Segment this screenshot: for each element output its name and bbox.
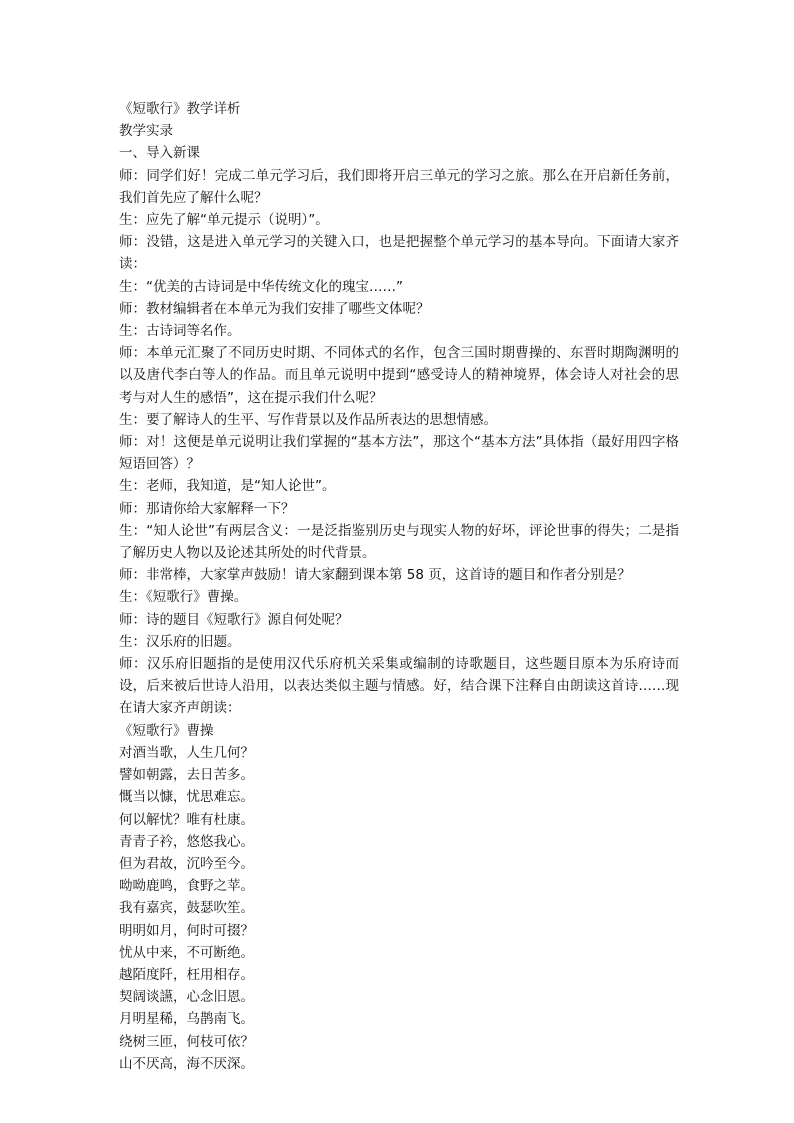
poem-title: 《短歌行》曹操: [119, 722, 214, 739]
poem-line: 越陌度阡，枉用相存。: [119, 966, 254, 983]
poem-line: 呦呦鹿鸣，食野之苹。: [119, 878, 254, 895]
poem-line: 譬如朝露，去日苦多。: [119, 767, 254, 784]
poem-line: 绕树三匝，何枝可依？: [119, 1033, 254, 1050]
poem-line: 何以解忧？唯有杜康。: [119, 811, 254, 828]
poem-line: 月明星稀，乌鹊南飞。: [119, 1011, 254, 1028]
dialogue-paragraph: 生：“优美的古诗词是中华传统文化的瑰宝……”: [119, 278, 403, 295]
poem-line: 慨当以慷，忧思难忘。: [119, 789, 254, 806]
dialogue-paragraph: 师：同学们好！完成二单元学习后，我们即将开启三单元的学习之旅。那么在开启新任务前，我们首先应了解什么呢？: [119, 167, 679, 206]
dialogue-paragraph: 生：《短歌行》曹操。: [119, 589, 248, 606]
subsection-heading: 一、导入新课: [119, 145, 200, 162]
dialogue-paragraph: 师：对！这便是单元说明让我们掌握的“基本方法”，那这个“基本方法”具体指（最好用四字格短语回答）？: [119, 434, 679, 473]
dialogue-paragraph: 师：教材编辑者在本单元为我们安排了哪些文体呢？: [119, 300, 430, 317]
poem-line: 山不厌高，海不厌深。: [119, 1055, 254, 1072]
document-page: [119, 98, 679, 1075]
poem-line: 契阔谈讌，心念旧恩。: [119, 989, 254, 1006]
dialogue-paragraph: 师：没错，这是进入单元学习的关键入口，也是把握整个单元学习的基本导向。下面请大家齐读：: [119, 234, 679, 273]
poem-line: 对酒当歌，人生几何？: [119, 744, 254, 761]
dialogue-paragraph: 生：“知人论世”有两层含义：一是泛指鉴别历史与现实人物的好坏，评论世事的得失；二是指了解历史人物以及论述其所处的时代背景。: [119, 522, 679, 562]
dialogue-paragraph: 生：汉乐府的旧题。: [119, 633, 241, 650]
dialogue-paragraph: 生：应先了解“单元提示（说明）”。: [119, 212, 329, 229]
dialogue-paragraph: 生：古诗词等名作。: [119, 323, 241, 340]
dialogue-paragraph: 师：非常棒，大家掌声鼓励！请大家翻到课本第 58 页，这首诗的题目和作者分别是？: [119, 567, 631, 584]
dialogue-paragraph: 师：那请你给大家解释一下？: [119, 500, 295, 517]
poem-line: 我有嘉宾，鼓瑟吹笙。: [119, 900, 254, 917]
dialogue-paragraph: 师：本单元汇聚了不同历史时期、不同体式的名作，包含三国时期曹操的、东晋时期陶渊明的以及唐代李白等人的作品。而且单元说明中提到“感受诗人的精神境界，体会诗人对社会的思考与对人生的感悟”，这在提示我们什么呢？: [119, 345, 679, 406]
dialogue-paragraph: 生：老师，我知道，是“知人论世”。: [119, 478, 336, 495]
dialogue-paragraph: 师：汉乐府旧题指的是使用汉代乐府机关采集或编制的诗歌题目，这些题目原本为乐府诗而设，后来被后世诗人沿用，以表达类似主题与情感。好，结合课下注释自由朗读这首诗……现在请大家齐声朗读：: [119, 656, 679, 717]
document-title: 《短歌行》教学详析: [119, 101, 241, 117]
poem-line: 但为君故，沉吟至今。: [119, 855, 254, 872]
poem-line: 青青子衿，悠悠我心。: [119, 833, 254, 850]
poem-line: 忧从中来，不可断绝。: [119, 944, 254, 961]
section-heading: 教学实录: [119, 123, 173, 140]
dialogue-paragraph: 师：诗的题目《短歌行》源自何处呢？: [119, 611, 349, 628]
poem-line: 明明如月，何时可掇？: [119, 922, 254, 939]
dialogue-paragraph: 生：要了解诗人的生平、写作背景以及作品所表达的思想情感。: [119, 411, 497, 428]
